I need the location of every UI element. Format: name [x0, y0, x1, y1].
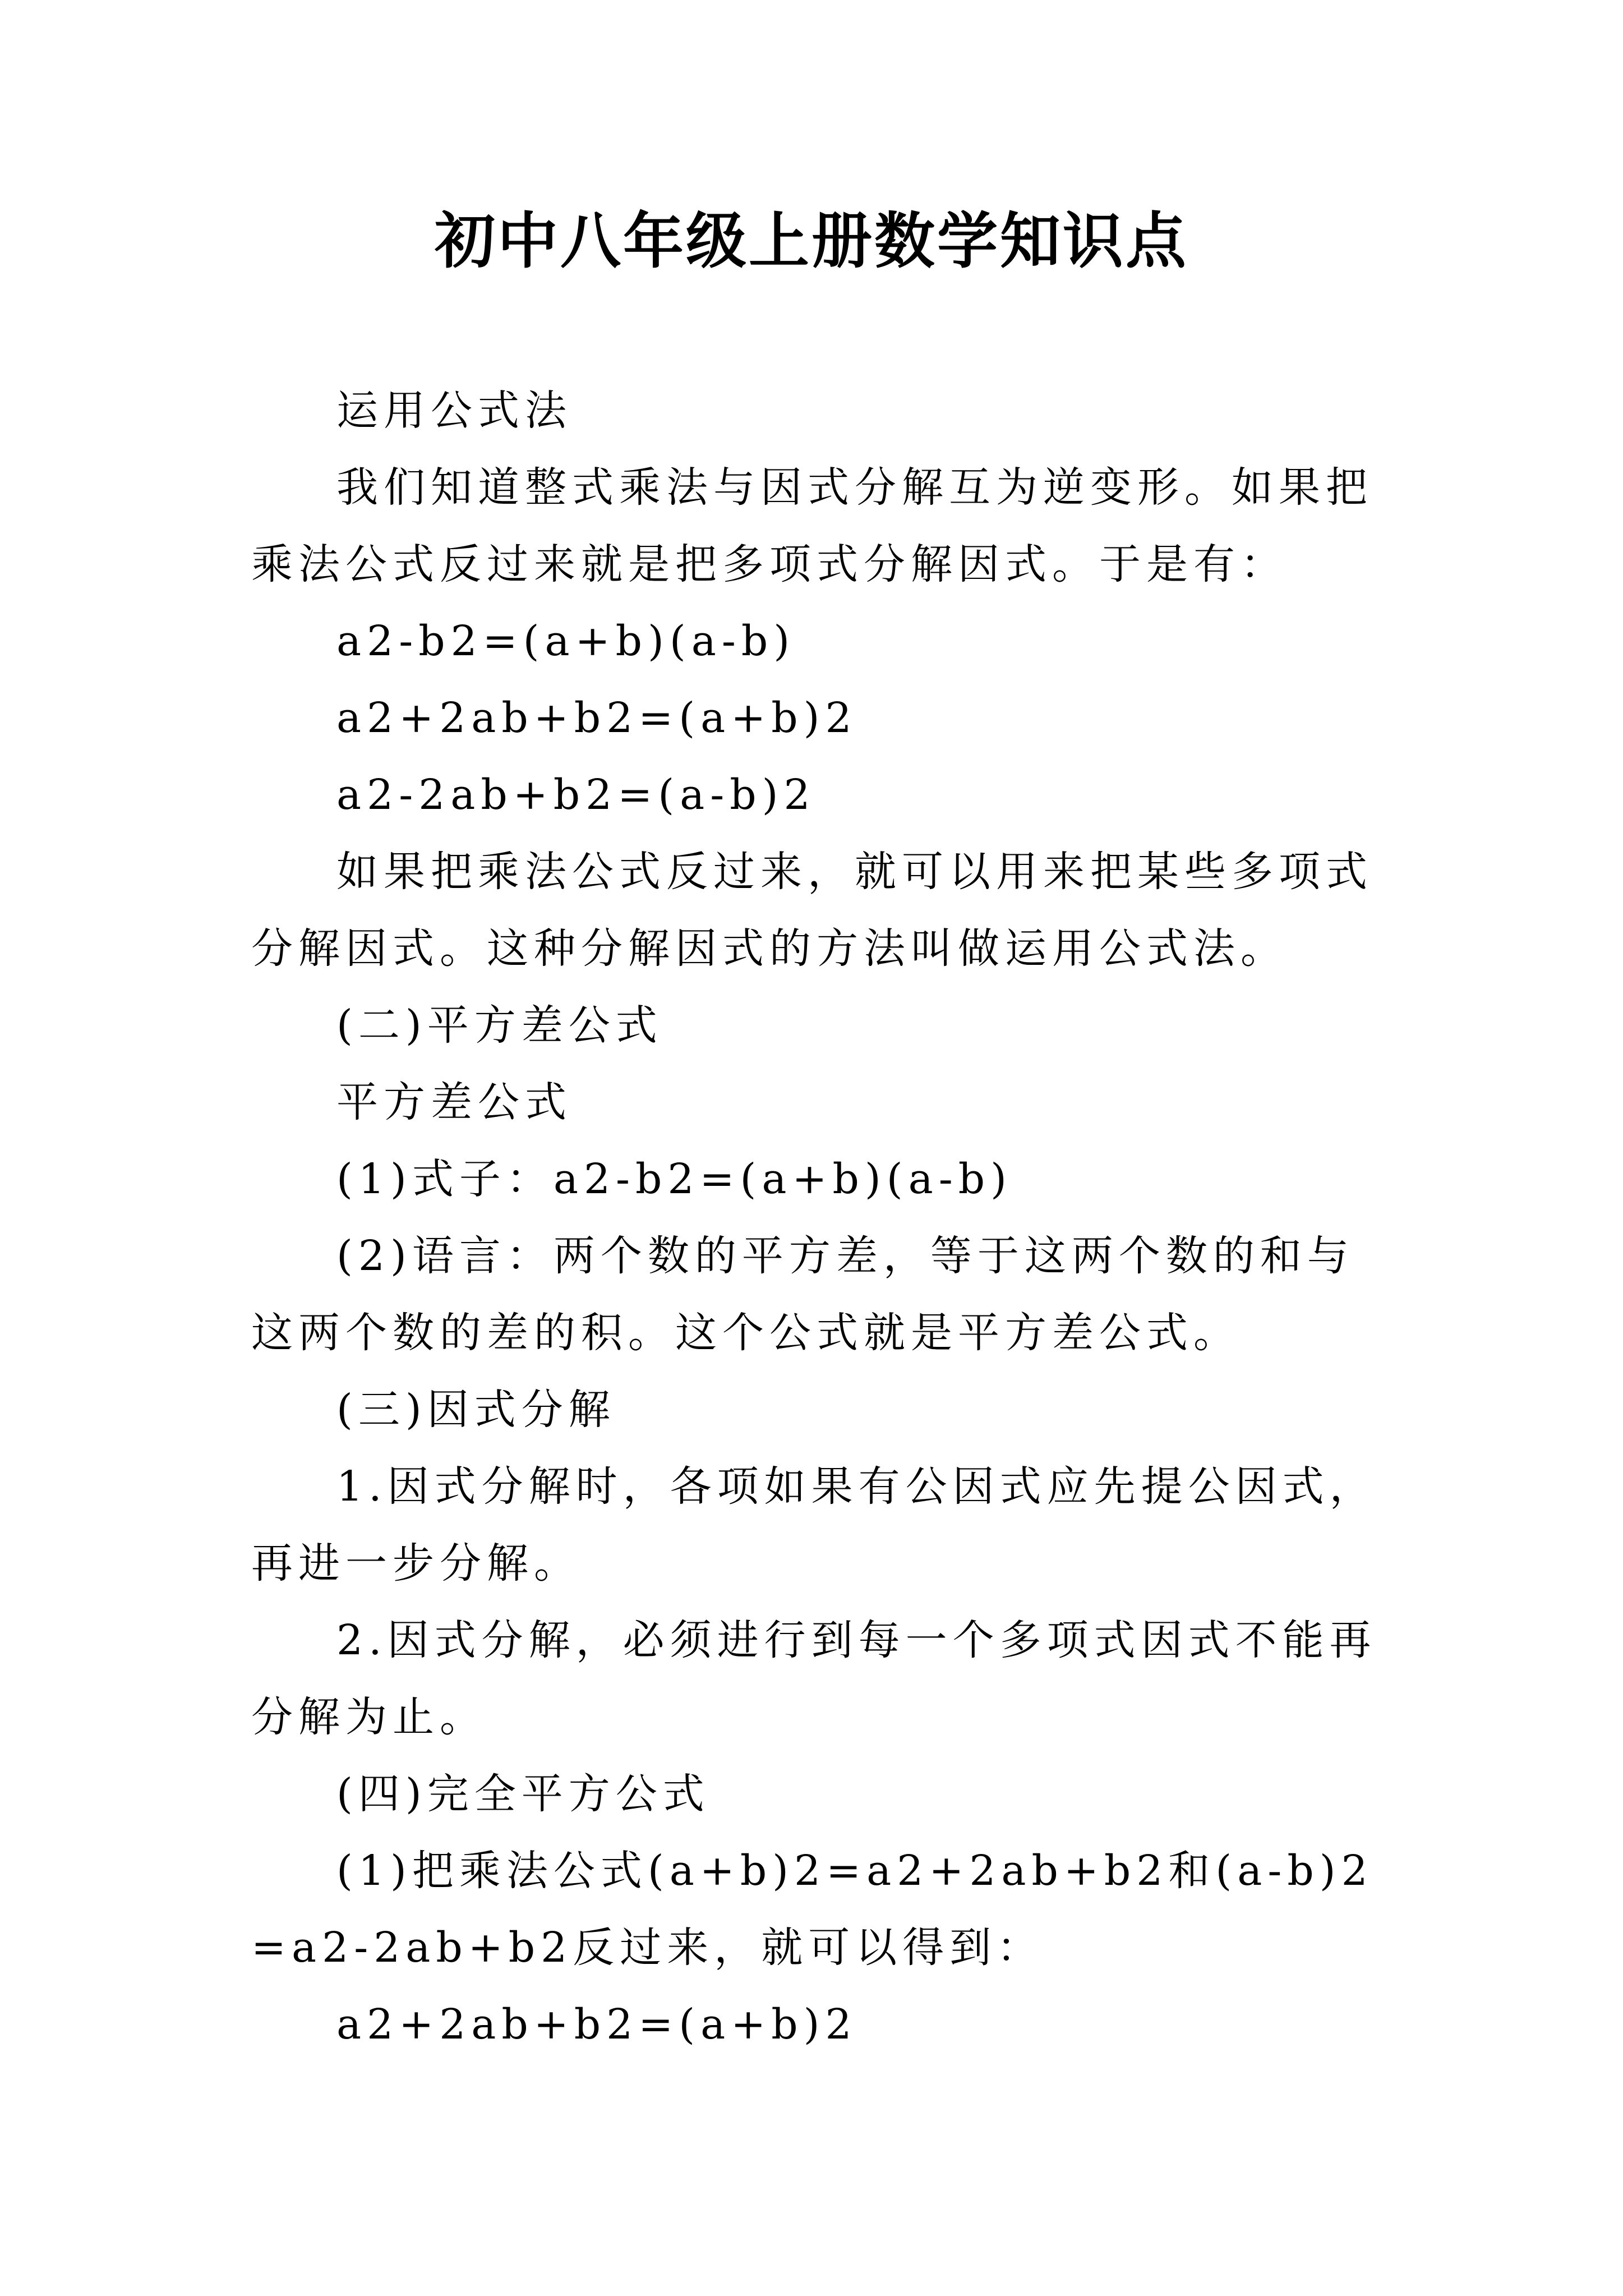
document-body [251, 372, 1390, 2063]
paragraph: 如果把乘法公式反过来，就可以用来把某些多项式分解因式。这种分解因式的方法叫做运用公式法。 [251, 848, 1373, 973]
paragraph: 平方差公式 [336, 1078, 572, 1126]
paragraph: 运用公式法 [336, 386, 572, 435]
section-heading: (四)完全平方公式 [336, 1770, 710, 1818]
paragraph: 2.因式分解，必须进行到每一个多项式因式不能再分解为止。 [251, 1616, 1377, 1741]
paragraph: (1)式子：a2-b2=(a+b)(a-b) [336, 1155, 1012, 1203]
paragraph: 我们知道整式乘法与因式分解互为逆变形。如果把乘法公式反过来就是把多项式分解因式。于是有： [251, 463, 1373, 588]
paragraph: 1.因式分解时，各项如果有公因式应先提公因式，再进一步分解。 [251, 1462, 1377, 1588]
section-heading: (二)平方差公式 [336, 1001, 663, 1050]
formula-line: a2-2ab+b2=(a-b)2 [336, 771, 816, 819]
paragraph: (1)把乘法公式(a+b)2=a2+2ab+b2和(a-b)2=a2-2ab+b2反过来，就可以得到： [251, 1847, 1373, 1972]
formula-line: a2+2ab+b2=(a+b)2 [336, 694, 857, 742]
section-heading: (三)因式分解 [336, 1386, 616, 1434]
formula-line: a2+2ab+b2=(a+b)2 [336, 2000, 857, 2049]
formula-line: a2-b2=(a+b)(a-b) [336, 617, 796, 665]
document-title: 初中八年级上册数学知识点 [434, 206, 1188, 277]
paragraph: (2)语言：两个数的平方差，等于这两个数的和与这两个数的差的积。这个公式就是平方差公式。 [251, 1232, 1354, 1357]
